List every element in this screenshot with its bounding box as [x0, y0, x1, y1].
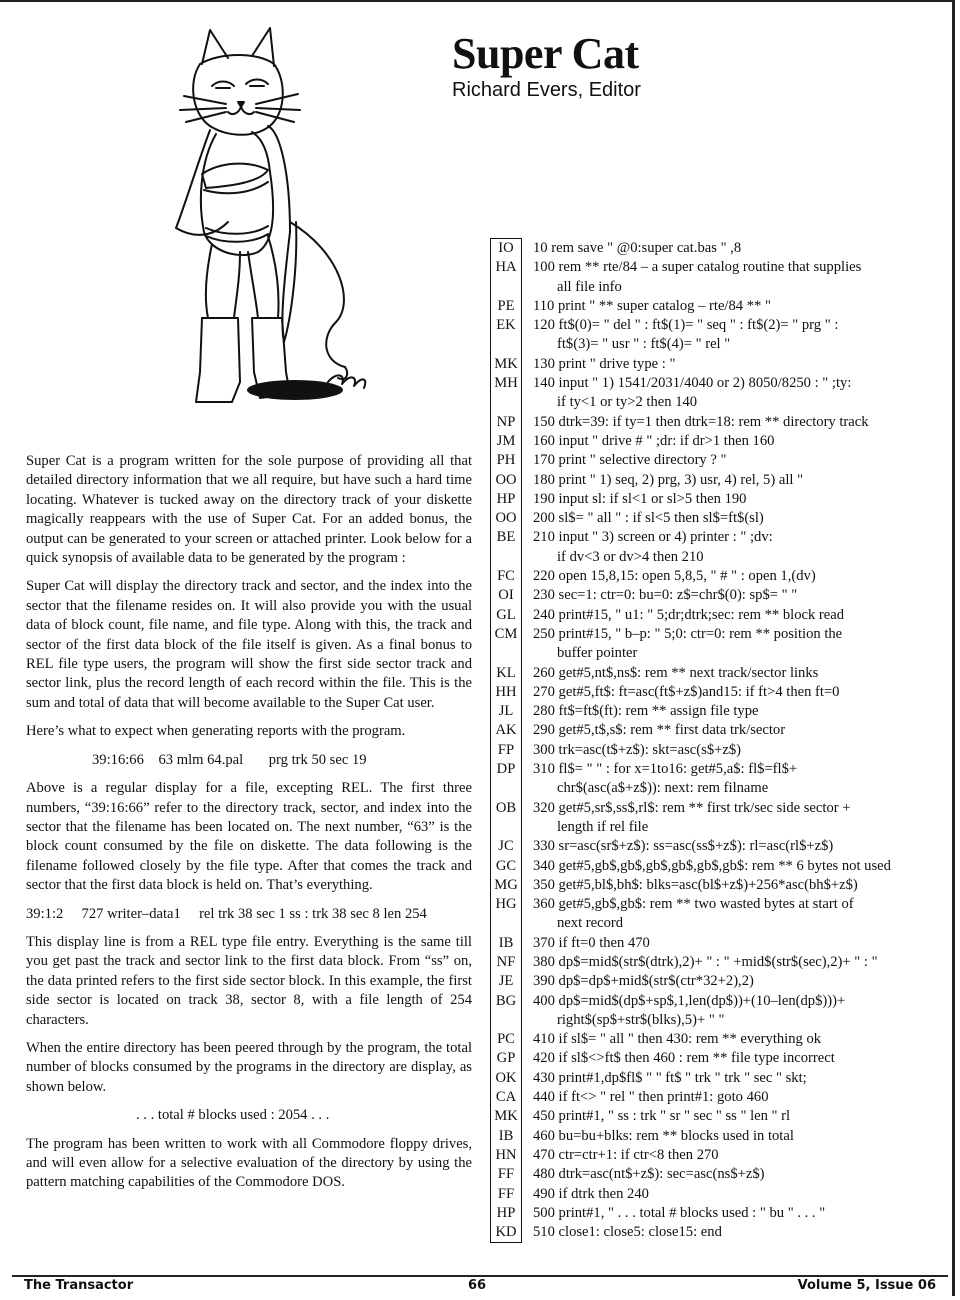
- checksum-code: NP: [491, 413, 522, 432]
- basic-line-continuation: all file info: [557, 278, 622, 295]
- basic-line-text: 470 ctr=ctr+1: if ctr<8 then 270: [533, 1146, 719, 1163]
- basic-line: [522, 432, 892, 451]
- basic-line-text: 120 ft$(0)= " del " : ft$(1)= " seq " : ft$(2)= " prg " :: [533, 317, 839, 334]
- basic-line-continuation: length if rel file: [557, 818, 649, 835]
- basic-line-continuation: if ty<1 or ty>2 then 140: [557, 394, 698, 411]
- basic-line-text: 330 sr=asc(sr$+z$): ss=asc(ss$+z$): rl=asc(rl$+z$): [533, 838, 834, 855]
- basic-line-text: 260 get#5,nt$,ns$: rem ** next track/sector links: [533, 664, 819, 681]
- listing-row: [491, 857, 892, 876]
- basic-line: [522, 297, 892, 316]
- program-listing: [490, 238, 930, 1243]
- basic-line: [522, 1127, 892, 1146]
- listing-row: [491, 239, 892, 259]
- listing-row: [491, 1165, 892, 1184]
- listing-row: [491, 837, 892, 856]
- basic-line-text: 110 print " ** super catalog – rte/84 ** ": [533, 297, 771, 314]
- basic-line: [522, 316, 892, 355]
- sample-output-line: . . . total # blocks used : 2054 . . .: [136, 1107, 330, 1124]
- checksum-code: CM: [491, 625, 522, 664]
- basic-line-continuation: ft$(3)= " usr " : ft$(4)= " rel ": [557, 336, 731, 353]
- listing-row: [491, 760, 892, 799]
- basic-line-text: 290 get#5,t$,s$: rem ** first data trk/sector: [533, 722, 786, 739]
- basic-line-text: 280 ft$=ft$(ft): rem ** assign file type: [533, 703, 759, 720]
- checksum-code: JE: [491, 972, 522, 991]
- listing-row: [491, 1049, 892, 1068]
- basic-line-text: 510 close1: close5: close15: end: [533, 1224, 722, 1241]
- basic-line: [522, 471, 892, 490]
- basic-line: [522, 721, 892, 740]
- article-body: [26, 452, 472, 1202]
- basic-line-text: 100 rem ** rte/84 – a super catalog routine that supplies: [533, 259, 862, 276]
- article-paragraph: Here’s what to expect when generating reports with the program.: [26, 723, 406, 740]
- basic-line-text: 140 input " 1) 1541/2031/4040 or 2) 8050/8250 : " ;ty:: [533, 375, 852, 392]
- basic-line: [522, 1088, 892, 1107]
- basic-line: [522, 1107, 892, 1126]
- listing-row: [491, 355, 892, 374]
- checksum-code: HN: [491, 1146, 522, 1165]
- basic-line-text: 230 sec=1: ctr=0: bu=0: z$=chr$(0): sp$= " ": [533, 587, 798, 604]
- checksum-code: IB: [491, 1127, 522, 1146]
- super-cat-illustration: [140, 22, 370, 422]
- basic-line: [522, 799, 892, 838]
- basic-line-text: 450 print#1, " ss : trk " sr " sec " ss " len " rl: [533, 1108, 791, 1125]
- checksum-code: FP: [491, 741, 522, 760]
- basic-line-text: 490 if dtrk then 240: [533, 1185, 649, 1202]
- basic-line: [522, 895, 892, 934]
- basic-line: [522, 528, 892, 567]
- checksum-code: IO: [491, 239, 522, 259]
- basic-line: [522, 876, 892, 895]
- basic-line-text: 400 dp$=mid$(dp$+sp$,1,len(dp$))+(10–len(dp$)))+: [533, 992, 846, 1009]
- listing-row: [491, 799, 892, 838]
- basic-line: [522, 1030, 892, 1049]
- listing-row: [491, 702, 892, 721]
- article-byline: Richard Evers, Editor: [452, 79, 641, 101]
- basic-line: [522, 683, 892, 702]
- basic-line-text: 500 print#1, " . . . total # blocks used : " bu " . . . ": [533, 1204, 826, 1221]
- listing-row: [491, 664, 892, 683]
- listing-row: [491, 258, 892, 297]
- checksum-code: EK: [491, 316, 522, 355]
- basic-line-text: 170 print " selective directory ? ": [533, 452, 727, 469]
- checksum-code: BG: [491, 992, 522, 1031]
- basic-line-text: 250 print#15, " b–p: " 5;0: ctr=0: rem ** position the: [533, 625, 843, 642]
- checksum-code: AK: [491, 721, 522, 740]
- article-paragraph: Super Cat will display the directory track and sector, and the index into the sector that the filename resides on. It will also provide you with the usual data of block count, file name, and file type. Along with this, the track and sector of the first data block of the file itself is given. As a final bonus to REL file type users, the program will show the first side sector track and sector link, plus the record length of each record within the file. This is the sum and total of data that will become available to the Super Cat user.: [26, 578, 472, 711]
- checksum-code: MK: [491, 355, 522, 374]
- listing-row: [491, 895, 892, 934]
- basic-line-text: 480 dtrk=asc(nt$+z$): sec=asc(ns$+z$): [533, 1166, 765, 1183]
- listing-row: [491, 413, 892, 432]
- checksum-code: KD: [491, 1223, 522, 1243]
- listing-row: [491, 741, 892, 760]
- checksum-code: DP: [491, 760, 522, 799]
- basic-line-continuation: chr$(asc(a$+z$)): next: rem filname: [557, 780, 769, 797]
- listing-row: [491, 683, 892, 702]
- listing-row: [491, 992, 892, 1031]
- basic-line-text: 130 print " drive type : ": [533, 355, 676, 372]
- basic-line: [522, 972, 892, 991]
- checksum-code: FC: [491, 567, 522, 586]
- checksum-code: JM: [491, 432, 522, 451]
- listing-row: [491, 528, 892, 567]
- checksum-code: GP: [491, 1049, 522, 1068]
- footer-page-number: 66: [468, 1278, 487, 1293]
- listing-row: [491, 374, 892, 413]
- article-paragraph: This display line is from a REL type file entry. Everything is the same till you get past the track and sector link to the first data block. From “ss” on, the data printed refers to the first side sector block. In this example, the first side sector is located on track 38, sector 8, with a file length of 254 characters.: [26, 933, 472, 1028]
- checksum-code: KL: [491, 664, 522, 683]
- basic-line: [522, 239, 892, 259]
- basic-line-text: 420 if sl$<>ft$ then 460 : rem ** file type incorrect: [533, 1050, 835, 1067]
- checksum-code: PH: [491, 451, 522, 470]
- basic-line-text: 380 dp$=mid$(str$(dtrk),2)+ " : " +mid$(str$(sec),2)+ " : ": [533, 953, 878, 970]
- listing-row: [491, 1030, 892, 1049]
- listing-row: [491, 509, 892, 528]
- checksum-code: JL: [491, 702, 522, 721]
- basic-line-text: 210 input " 3) screen or 4) printer : " ;dv:: [533, 529, 773, 546]
- article-paragraph: Above is a regular display for a file, excepting REL. The first three numbers, “39:16:66” refer to the directory track, sector, and index into the sector that the filename has been located on. The next number, “63” is the block count consumed by the file on diskette. The data following is the filename followed closely by the file type. After that comes the track and sector that the first data block is held on. That’s everything.: [26, 780, 472, 894]
- listing-row: [491, 876, 892, 895]
- basic-line: [522, 741, 892, 760]
- checksum-code: HP: [491, 490, 522, 509]
- basic-line-continuation: next record: [557, 915, 624, 932]
- checksum-code: OI: [491, 586, 522, 605]
- sample-output-line: 39:1:2 727 writer–data1 rel trk 38 sec 1 ss : trk 38 sec 8 len 254: [26, 905, 427, 922]
- footer-magazine-name: The Transactor: [24, 1278, 134, 1293]
- basic-line: [522, 934, 892, 953]
- checksum-code: NF: [491, 953, 522, 972]
- article-paragraph: The program has been written to work with all Commodore floppy drives, and will even allow for a selective evaluation of the directory by using the pattern matching capabilities of the Commodore DOS.: [26, 1135, 472, 1191]
- checksum-code: OO: [491, 471, 522, 490]
- basic-line: [522, 1204, 892, 1223]
- checksum-code: HH: [491, 683, 522, 702]
- checksum-code: JC: [491, 837, 522, 856]
- listing-row: [491, 625, 892, 664]
- basic-line: [522, 355, 892, 374]
- checksum-code: MH: [491, 374, 522, 413]
- basic-line-text: 350 get#5,bl$,bh$: blks=asc(bl$+z$)+256*asc(bh$+z$): [533, 876, 858, 893]
- listing-row: [491, 1223, 892, 1243]
- basic-line-text: 240 print#15, " u1: " 5;dr;dtrk;sec: rem ** block read: [533, 606, 845, 623]
- listing-row: [491, 934, 892, 953]
- checksum-code: OB: [491, 799, 522, 838]
- checksum-code: MG: [491, 876, 522, 895]
- checksum-code: IB: [491, 934, 522, 953]
- article-paragraph: Super Cat is a program written for the sole purpose of providing all that detailed directory information that we all require, but have such a hard time locating. Whatever is tucked away on the directory track of your diskette magically reappears with the use of Super Cat. For an added bonus, the output can be generated to your screen or attached printer. Look below for a quick synopsis of available data to be generated by the program :: [26, 453, 472, 567]
- listing-row: [491, 721, 892, 740]
- basic-line-text: 150 dtrk=39: if ty=1 then dtrk=18: rem ** directory track: [533, 413, 869, 430]
- basic-line-text: 340 get#5,gb$,gb$,gb$,gb$,gb$,gb$: rem ** 6 bytes not used: [533, 857, 891, 874]
- listing-row: [491, 316, 892, 355]
- listing-row: [491, 567, 892, 586]
- footer-issue: Volume 5, Issue 06: [797, 1278, 936, 1293]
- basic-line-text: 270 get#5,ft$: ft=asc(ft$+z$)and15: if ft>4 then ft=0: [533, 683, 840, 700]
- basic-line-continuation: right$(sp$+str$(blks),5)+ " ": [557, 1011, 725, 1028]
- basic-line-text: 220 open 15,8,15: open 5,8,5, " # " : open 1,(dv): [533, 568, 816, 585]
- basic-line: [522, 490, 892, 509]
- checksum-code: GC: [491, 857, 522, 876]
- checksum-code: OO: [491, 509, 522, 528]
- article-header: [452, 30, 932, 102]
- basic-line: [522, 451, 892, 470]
- listing-row: [491, 1088, 892, 1107]
- basic-line-continuation: if dv<3 or dv>4 then 210: [557, 548, 704, 565]
- listing-row: [491, 432, 892, 451]
- listing-row: [491, 1146, 892, 1165]
- listing-row: [491, 1107, 892, 1126]
- basic-line-text: 430 print#1,dp$fl$ " " ft$ " trk " trk " sec " skt;: [533, 1069, 807, 1086]
- basic-line-text: 320 get#5,sr$,ss$,rl$: rem ** first trk/sec side sector +: [533, 799, 851, 816]
- basic-line-text: 390 dp$=dp$+mid$(str$(ctr*32+2),2): [533, 973, 754, 990]
- listing-row: [491, 1185, 892, 1204]
- basic-line: [522, 837, 892, 856]
- listing-row: [491, 972, 892, 991]
- checksum-code: BE: [491, 528, 522, 567]
- checksum-code: MK: [491, 1107, 522, 1126]
- listing-row: [491, 1127, 892, 1146]
- listing-row: [491, 490, 892, 509]
- basic-line: [522, 625, 892, 664]
- basic-line-text: 160 input " drive # " ;dr: if dr>1 then 160: [533, 432, 775, 449]
- basic-line: [522, 760, 892, 799]
- basic-line-text: 200 sl$= " all " : if sl<5 then sl$=ft$(sl): [533, 510, 764, 527]
- basic-line: [522, 992, 892, 1031]
- listing-row: [491, 586, 892, 605]
- page-footer: [12, 1275, 948, 1297]
- basic-line-text: 440 if ft<> " rel " then print#1: goto 460: [533, 1089, 769, 1106]
- listing-row: [491, 297, 892, 316]
- basic-line-text: 310 fl$= " " : for x=1to16: get#5,a$: fl$=fl$+: [533, 761, 798, 778]
- basic-line: [522, 953, 892, 972]
- listing-row: [491, 606, 892, 625]
- checksum-code: HA: [491, 258, 522, 297]
- basic-line-continuation: buffer pointer: [557, 645, 638, 662]
- sample-output-line: 39:16:66 63 mlm 64.pal prg trk 50 sec 19: [92, 751, 367, 768]
- checksum-code: OK: [491, 1069, 522, 1088]
- listing-row: [491, 471, 892, 490]
- basic-line: [522, 567, 892, 586]
- listing-row: [491, 1204, 892, 1223]
- basic-line: [522, 374, 892, 413]
- basic-line: [522, 664, 892, 683]
- basic-line: [522, 413, 892, 432]
- basic-line: [522, 1165, 892, 1184]
- listing-row: [491, 1069, 892, 1088]
- checksum-code: HG: [491, 895, 522, 934]
- checksum-code: FF: [491, 1165, 522, 1184]
- basic-line-text: 360 get#5,gb$,gb$: rem ** two wasted bytes at start of: [533, 896, 854, 913]
- basic-line-text: 180 print " 1) seq, 2) prg, 3) usr, 4) rel, 5) all ": [533, 471, 804, 488]
- basic-line: [522, 857, 892, 876]
- basic-line: [522, 1146, 892, 1165]
- checksum-code: PC: [491, 1030, 522, 1049]
- basic-line: [522, 1223, 892, 1243]
- basic-line-text: 300 trk=asc(t$+z$): skt=asc(s$+z$): [533, 741, 741, 758]
- listing-table: [490, 238, 892, 1243]
- basic-line-text: 190 input sl: if sl<1 or sl>5 then 190: [533, 490, 747, 507]
- checksum-code: CA: [491, 1088, 522, 1107]
- basic-line: [522, 509, 892, 528]
- basic-line: [522, 702, 892, 721]
- basic-line-text: 10 rem save " @0:super cat.bas " ,8: [533, 239, 742, 256]
- basic-line: [522, 586, 892, 605]
- listing-row: [491, 953, 892, 972]
- basic-line-text: 370 if ft=0 then 470: [533, 934, 650, 951]
- basic-line: [522, 258, 892, 297]
- checksum-code: HP: [491, 1204, 522, 1223]
- article-title: Super Cat: [452, 29, 639, 78]
- checksum-code: PE: [491, 297, 522, 316]
- basic-line: [522, 1069, 892, 1088]
- basic-line-text: 410 if sl$= " all " then 430: rem ** everything ok: [533, 1031, 822, 1048]
- checksum-code: GL: [491, 606, 522, 625]
- basic-line: [522, 1049, 892, 1068]
- basic-line: [522, 1185, 892, 1204]
- listing-row: [491, 451, 892, 470]
- basic-line: [522, 606, 892, 625]
- article-paragraph: When the entire directory has been peered through by the program, the total number of blocks consumed by the programs in the directory are display, as shown below.: [26, 1039, 472, 1095]
- basic-line-text: 460 bu=bu+blks: rem ** blocks used in total: [533, 1127, 794, 1144]
- checksum-code: FF: [491, 1185, 522, 1204]
